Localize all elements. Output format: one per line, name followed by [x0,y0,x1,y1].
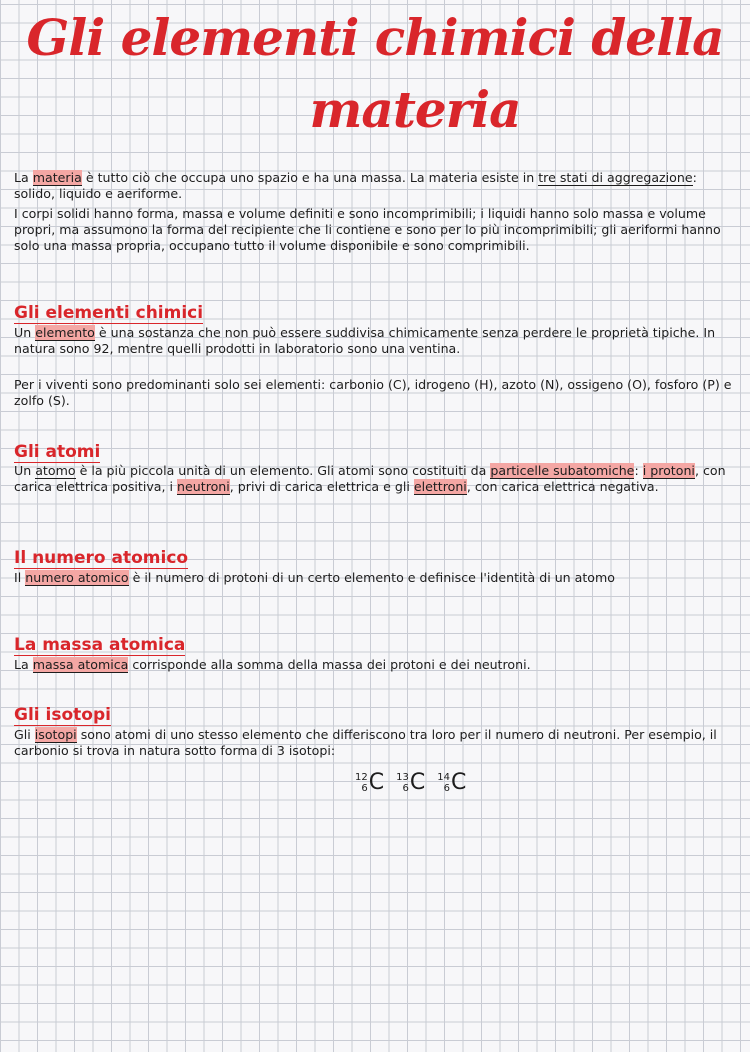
intro-text: è tutto ciò che occupa uno spazio e ha una massa. La materia esiste in [85,170,535,185]
isotope-numbers [355,772,368,794]
atomic-mass-paragraph [14,657,736,673]
mass-number: 14 [437,772,450,783]
heading-atomic-mass [14,635,185,655]
isotope-numbers [437,772,450,794]
atoms-text-1: è la più piccola unità di un elemento. Gli atomi sono costituiti da [79,463,487,478]
mass-number: 13 [396,772,409,783]
atoms-word: Un [14,463,32,478]
page-title-line-2: materia [309,80,521,139]
elements-word: Un [14,325,32,340]
atomic-number-paragraph [14,570,736,586]
elements-paragraph-2: Per i viventi sono predominanti solo sei elementi: carbonio (C), idrogeno (H), azoto (N), ossigeno (O), fosforo (P) e zolfo (S). [14,377,732,408]
highlight-massa-atomica: massa atomica [32,657,129,672]
heading-atoms [14,442,100,462]
highlight-materia: materia [32,170,82,185]
elements-text: è una sostanza che non può essere suddivisa chimicamente senza perdere le proprietà tipiche. In natura sono 92, mentre quelli prodotti in laboratorio sono una ventina. [14,325,716,356]
elements-paragraph-1 [14,325,736,357]
heading-isotopes [14,705,111,725]
isotope-carbon-13 [396,768,425,798]
intro-paragraph-2: I corpi solidi hanno forma, massa e volume definiti e sono incomprimibili; i liquidi hanno solo massa e volume propri, ma assumono la forma del recipiente che li contiene e sono per lo più incomprimibili; gli aeriformi hanno solo una massa propria, occupano tutto il volume disponibile e sono comprimibili. [14,206,721,253]
isotope-notations [355,768,466,798]
heading-isotopes-text: Gli isotopi [14,705,111,725]
intro-text-2: : solido, liquido e aeriforme. [14,170,697,201]
heading-atomic-number [14,548,188,568]
element-symbol: C [409,770,426,795]
highlight-particelle: particelle subatomiche [490,463,635,478]
atoms-text-5: , con carica elettrica negativa. [466,479,659,494]
highlight-elemento: elemento [35,325,95,340]
heading-atomic-mass-text: La massa atomica [14,635,186,655]
intro-word: La [14,170,29,185]
heading-atoms-text: Gli atomi [14,442,101,462]
highlight-isotopi: isotopi [34,727,77,742]
element-symbol: C [368,770,385,795]
atoms-paragraph [14,463,736,495]
atomic-number-word: Il [14,570,22,585]
heading-elements-text: Gli elementi chimici [14,303,204,323]
isotope-carbon-12 [355,768,384,798]
atomic-number: 6 [402,783,409,794]
isotope-numbers [396,772,409,794]
atomic-number: 6 [361,783,368,794]
page-title-line-1: Gli elementi chimici della [26,8,724,67]
atomic-mass-text: corrisponde alla somma della massa dei protoni e dei neutroni. [132,657,531,672]
atoms-text-3: , con carica elettrica positiva, i [14,463,726,494]
isotopes-text: sono atomi di uno stesso elemento che differiscono tra loro per il numero di neutroni. Per esempio, il carbonio si trova in natura sotto forma di 3 isotopi: [14,727,717,758]
underline-atomo: atomo [35,463,76,478]
atomic-number-text: è il numero di protoni di un certo elemento e definisce l'identità di un atomo [132,570,615,585]
atoms-text-4: , privi di carica elettrica e gli [229,479,410,494]
intro-paragraph-1 [14,170,736,202]
isotopes-paragraph [14,727,736,759]
isotopes-word: Gli [14,727,31,742]
highlight-protoni: i protoni [642,463,695,478]
highlight-numero-atomico: numero atomico [25,570,129,585]
isotope-carbon-14 [437,768,466,798]
highlight-neutroni: neutroni [177,479,230,494]
atomic-number: 6 [443,783,450,794]
underline-stati: tre stati di aggregazione [538,170,693,185]
heading-atomic-number-text: Il numero atomico [14,548,189,568]
heading-elements [14,303,203,323]
atoms-text-2: : [634,463,639,478]
highlight-elettroni: elettroni [413,479,467,494]
mass-number: 12 [355,772,368,783]
element-symbol: C [450,770,467,795]
atomic-mass-word: La [14,657,29,672]
